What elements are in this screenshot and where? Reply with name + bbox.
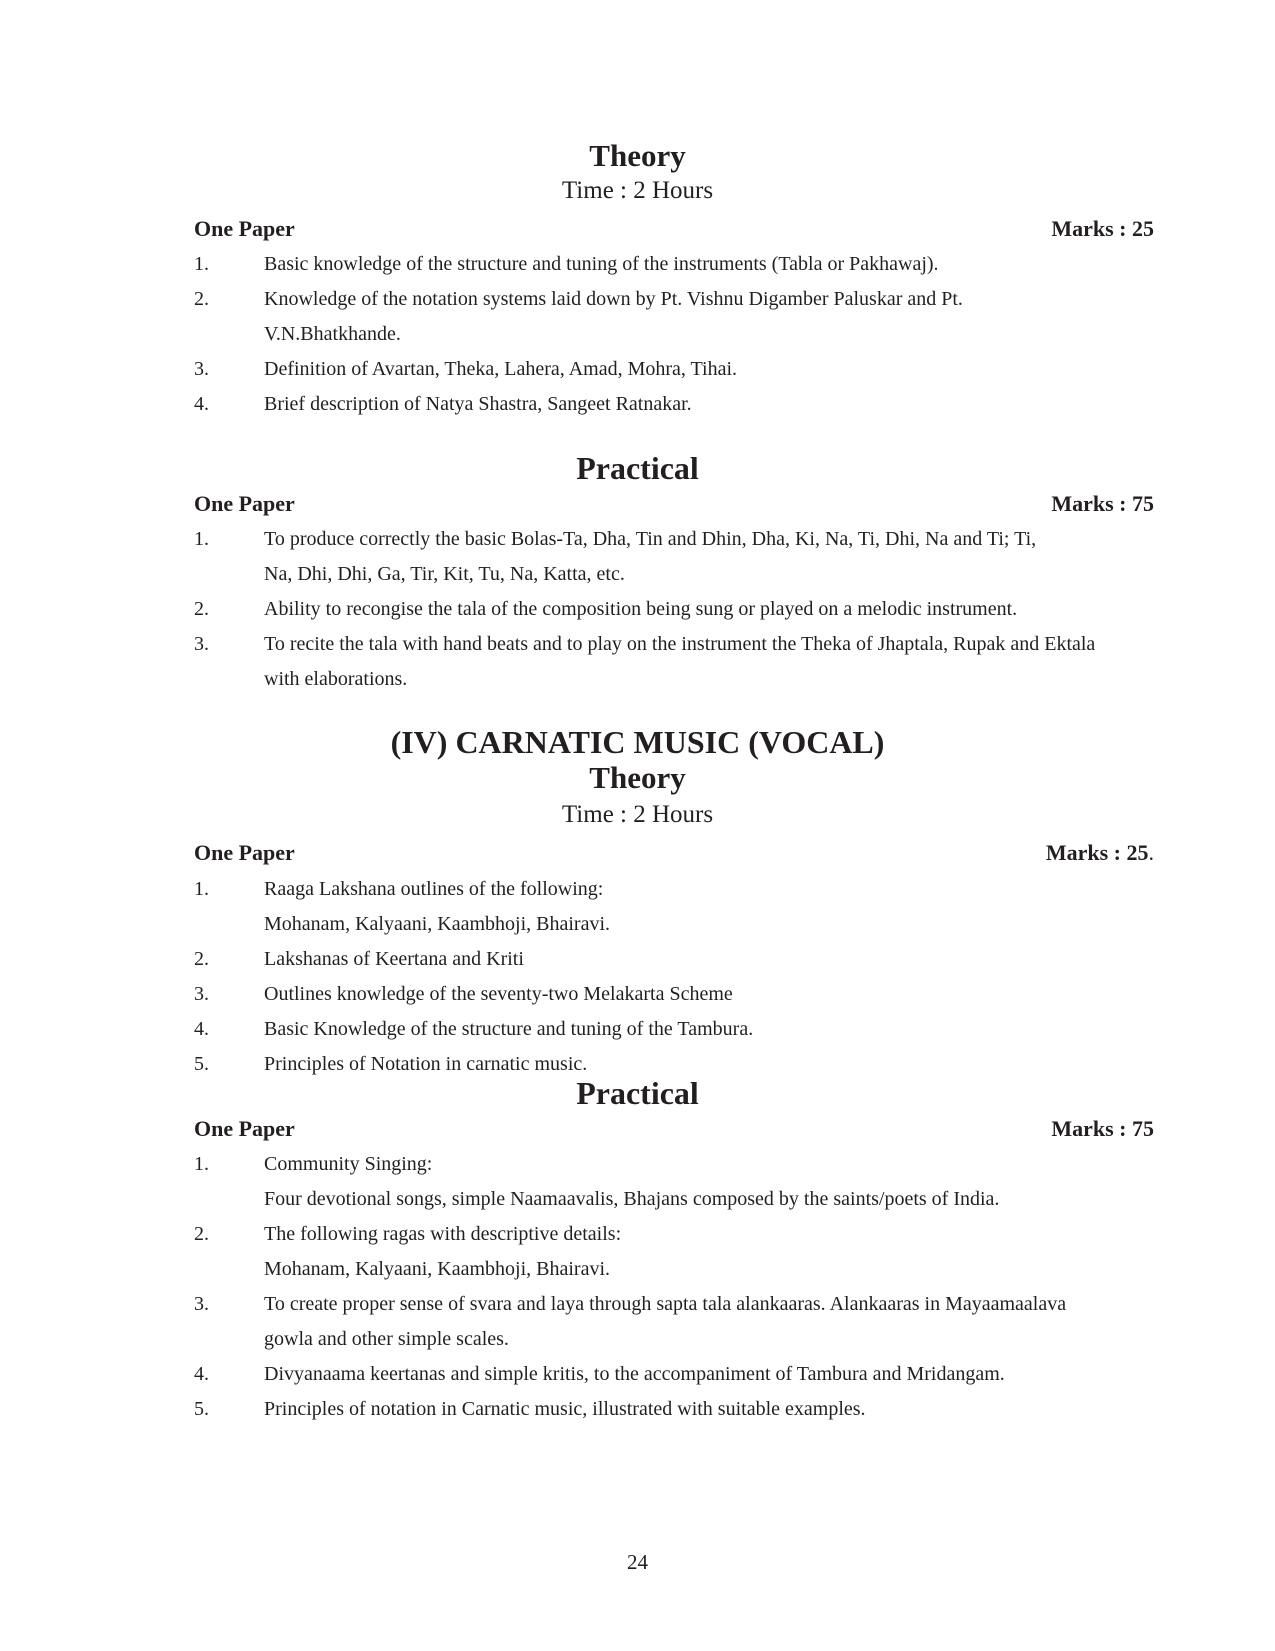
list-item (194, 1147, 1174, 1217)
item-text: Definition of Avartan, Theka, Lahera, Amad, Mohra, Tihai. (264, 358, 738, 380)
theory-list (194, 247, 1174, 422)
theory-time: Time : 2 Hours (561, 177, 714, 204)
practical-paper-row (194, 1114, 1154, 1144)
item-text: Outlines knowledge of the seventy-two Melakarta Scheme (264, 983, 733, 1005)
item-text: Basic knowledge of the structure and tuning of the instruments (Tabla or Pakhawaj). (264, 253, 939, 275)
item-text: The following ragas with descriptive details: (264, 1223, 622, 1245)
theory-list (194, 872, 1174, 1082)
practical-list (194, 522, 1174, 697)
item-text: Raaga Lakshana outlines of the following: (264, 878, 604, 900)
item-text: Mohanam, Kalyaani, Kaambhoji, Bhairavi. (264, 913, 611, 935)
list-item (194, 627, 1174, 697)
list-item (194, 1217, 1174, 1287)
item-text: To produce correctly the basic Bolas-Ta, Dha, Tin and Dhin, Dha, Ki, Na, Ti, Dhi, Na and Ti; Ti, (264, 528, 1037, 550)
list-item (194, 522, 1174, 592)
list-item (194, 1287, 1174, 1357)
item-text: Community Singing: (264, 1153, 433, 1175)
list-item (194, 247, 1174, 282)
item-number: 4. (194, 393, 209, 415)
item-number: 3. (194, 633, 209, 655)
one-paper-label: One Paper (194, 840, 295, 865)
item-text: Na, Dhi, Dhi, Ga, Tir, Kit, Tu, Na, Katta, etc. (264, 563, 625, 585)
item-number: 3. (194, 983, 209, 1005)
item-text: Principles of notation in Carnatic music, illustrated with suitable examples. (264, 1398, 866, 1420)
item-number: 1. (194, 528, 209, 550)
marks-label (1046, 838, 1154, 868)
item-text: gowla and other simple scales. (264, 1328, 509, 1350)
list-item (194, 1392, 1174, 1427)
item-text: Basic Knowledge of the structure and tuning of the Tambura. (264, 1018, 754, 1040)
item-text: Lakshanas of Keertana and Kriti (264, 948, 524, 970)
item-text: Ability to recongise the tala of the composition being sung or played on a melodic instrument. (264, 598, 1018, 620)
item-number: 2. (194, 288, 209, 310)
theory-paper-row (194, 214, 1154, 244)
item-text: Four devotional songs, simple Naamaavalis, Bhajans composed by the saints/poets of India. (264, 1188, 1000, 1210)
marks-period: . (1148, 840, 1154, 865)
item-text: with elaborations. (264, 668, 408, 690)
list-item (194, 592, 1174, 627)
item-number: 1. (194, 253, 209, 275)
item-number: 2. (194, 598, 209, 620)
item-number: 3. (194, 358, 209, 380)
list-item (194, 1012, 1174, 1047)
one-paper-label: One Paper (194, 1116, 295, 1141)
list-item (194, 387, 1174, 422)
practical-list (194, 1147, 1174, 1427)
one-paper-label: One Paper (194, 491, 295, 516)
item-number: 4. (194, 1018, 209, 1040)
practical-heading: Practical (576, 1075, 699, 1111)
page-number: 24 (627, 1550, 648, 1574)
marks-label: Marks : 75 (1051, 491, 1154, 516)
item-text: Knowledge of the notation systems laid down by Pt. Vishnu Digamber Paluskar and Pt. (264, 288, 963, 310)
item-text: To create proper sense of svara and laya through sapta tala alankaaras. Alankaaras in Mayaamaalava (264, 1293, 1067, 1315)
item-text: V.N.Bhatkhande. (264, 323, 401, 345)
list-item (194, 282, 1174, 352)
one-paper-label: One Paper (194, 216, 295, 241)
marks-text: Marks : 25 (1045, 840, 1149, 865)
list-item (194, 977, 1174, 1012)
theory-heading: Theory (589, 138, 686, 173)
item-text: To recite the tala with hand beats and to play on the instrument the Theka of Jhaptala, Rupak and Ektala (264, 633, 1096, 655)
item-text: Divyanaama keertanas and simple kritis, to the accompaniment of Tambura and Mridangam. (264, 1363, 1005, 1385)
practical-paper-row (194, 489, 1154, 519)
list-item (194, 1357, 1174, 1392)
practical-heading: Practical (576, 450, 699, 486)
list-item (194, 872, 1174, 942)
item-text: Mohanam, Kalyaani, Kaambhoji, Bhairavi. (264, 1258, 611, 1280)
marks-label: Marks : 75 (1051, 1116, 1154, 1141)
item-number: 4. (194, 1363, 209, 1385)
item-number: 5. (194, 1398, 209, 1420)
carnatic-music-title: (IV) CARNATIC MUSIC (VOCAL) (390, 724, 885, 760)
item-text: Principles of Notation in carnatic music. (264, 1053, 588, 1075)
item-number: 3. (194, 1293, 209, 1315)
list-item (194, 942, 1174, 977)
theory-heading: Theory (589, 760, 686, 795)
item-text: Brief description of Natya Shastra, Sangeet Ratnakar. (264, 393, 692, 415)
item-number: 2. (194, 1223, 209, 1245)
list-item (194, 352, 1174, 387)
item-number: 2. (194, 948, 209, 970)
item-number: 1. (194, 1153, 209, 1175)
item-number: 5. (194, 1053, 209, 1075)
theory-time: Time : 2 Hours (561, 801, 714, 828)
item-number: 1. (194, 878, 209, 900)
theory-paper-row (194, 838, 1154, 868)
marks-label: Marks : 25 (1051, 216, 1154, 241)
